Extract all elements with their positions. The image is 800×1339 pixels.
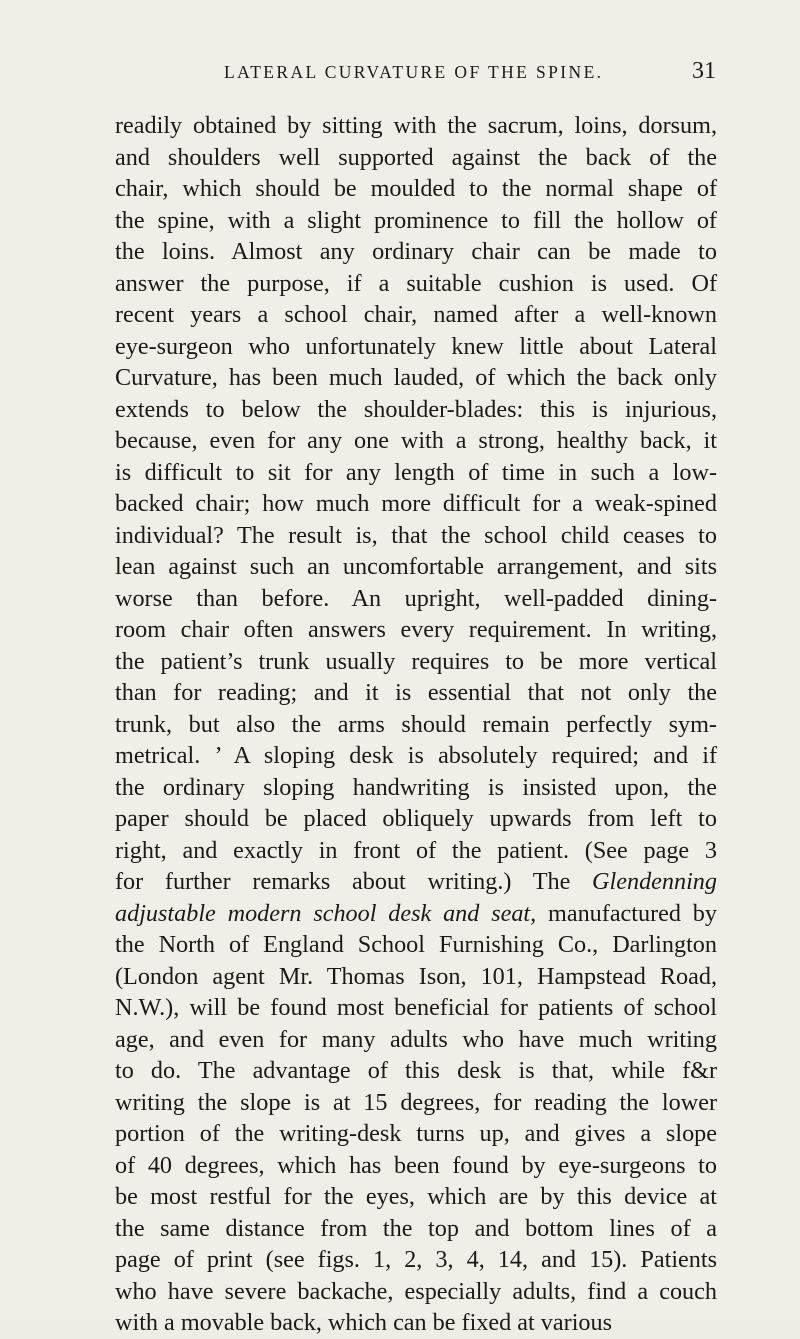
text-run: who have severe backache, especially adults, find a couch [115, 1277, 717, 1305]
text-run: extends to below the shoulder-blades: this is injurious, [115, 395, 717, 423]
text-line [115, 1118, 717, 1150]
text-line [115, 362, 717, 394]
text-line [115, 488, 717, 520]
text-run: lean against such an uncomfortable arrangement, and sits [115, 553, 717, 580]
text-line [115, 772, 717, 804]
text-run: (London agent Mr. Thomas Ison, 101, Hampstead Road, [115, 962, 717, 990]
text-line [115, 394, 717, 426]
running-head [116, 58, 800, 92]
running-title: LATERAL CURVATURE OF THE SPINE. [224, 62, 604, 82]
text-line [115, 1307, 717, 1339]
text-line [115, 835, 717, 867]
text-line [115, 803, 717, 835]
text-line [115, 1244, 717, 1276]
text-line [115, 614, 717, 646]
text-line [115, 1087, 717, 1119]
italic-text: Glendenning [592, 868, 717, 895]
text-run: room chair often answers every requirement. In writing, [115, 616, 717, 643]
text-line [115, 1276, 717, 1308]
text-line [115, 236, 717, 268]
text-line [115, 110, 717, 142]
text-run: age, and even for many adults who have much writing [115, 1025, 717, 1053]
text-line [115, 1024, 717, 1056]
text-line [115, 268, 717, 300]
text-line [115, 929, 717, 961]
text-line [115, 740, 717, 772]
text-run: page of print (see figs. 1, 2, 3, 4, 14, and 15). Patients [115, 1246, 717, 1273]
text-run: of 40 degrees, which has been found by eye-surgeons to [115, 1151, 717, 1179]
text-run: is difficult to sit for any length of time in such a low- [115, 458, 717, 486]
text-run: the ordinary sloping handwriting is insisted upon, the [115, 773, 717, 801]
text-line [115, 677, 717, 709]
text-line [115, 866, 717, 898]
text-run: because, even for any one with a strong, healthy back, it [115, 427, 717, 454]
text-line [115, 331, 717, 363]
text-run: metrical. ’ A sloping desk is absolutely required; and if [115, 742, 717, 769]
text-run: for further remarks about writing.) The [115, 868, 593, 895]
text-line [115, 1150, 717, 1182]
text-run: answer the purpose, if a suitable cushion is used. Of [115, 269, 717, 297]
text-line [115, 961, 717, 993]
text-run: the same distance from the top and bottom lines of a [115, 1214, 717, 1242]
text-run: than for reading; and it is essential that not only the [115, 679, 717, 706]
text-line [115, 898, 717, 930]
text-line [115, 173, 717, 205]
text-line [115, 646, 717, 678]
text-line [115, 425, 717, 457]
text-line [115, 457, 717, 489]
text-run: worse than before. An upright, well-padded dining- [115, 584, 717, 612]
text-run: eye-surgeon who unfortunately knew little about Lateral [115, 332, 717, 360]
text-run: writing the slope is at 15 degrees, for reading the lower [115, 1088, 717, 1116]
text-run: paper should be placed obliquely upwards from left to [115, 805, 717, 832]
text-run: chair, which should be moulded to the normal shape of [115, 175, 717, 202]
body-text [115, 110, 717, 1339]
text-run: and shoulders well supported against the back of the [115, 143, 717, 171]
text-line [115, 1181, 717, 1213]
text-run: recent years a school chair, named after a well-known [115, 301, 717, 328]
text-run: with a movable back, which can be fixed at various [115, 1309, 613, 1336]
text-run: Curvature, has been much lauded, of which the back only [115, 364, 717, 391]
text-line [115, 992, 717, 1024]
text-line [115, 551, 717, 583]
page-number: 31 [692, 58, 716, 84]
text-run: be most restful for the eyes, which are by this device at [115, 1183, 717, 1210]
text-line [115, 1055, 717, 1087]
italic-text: adjustable modern school desk and seat, [115, 899, 537, 927]
text-line [115, 1213, 717, 1245]
text-run: portion of the writing-desk turns up, and gives a slope [115, 1120, 717, 1147]
text-run: readily obtained by sitting with the sacrum, loins, dorsum, [115, 112, 717, 139]
text-line [115, 299, 717, 331]
text-run: the spine, with a slight prominence to fill the hollow of [115, 206, 717, 234]
text-line [115, 142, 717, 174]
text-run: N.W.), will be found most beneficial for patients of school [115, 994, 717, 1021]
text-run: the North of England School Furnishing Co., Darlington [115, 931, 717, 958]
text-run: trunk, but also the arms should remain perfectly sym- [115, 710, 717, 738]
text-line [115, 205, 717, 237]
text-run: to do. The advantage of this desk is that, while f&r [115, 1057, 717, 1084]
text-run: manufactured by [536, 899, 717, 927]
text-run: individual? The result is, that the school child ceases to [115, 521, 717, 549]
text-line [115, 520, 717, 552]
text-run: right, and exactly in front of the patient. (See page 3 [115, 836, 717, 864]
text-run: the loins. Almost any ordinary chair can be made to [115, 238, 717, 265]
text-run: the patient’s trunk usually requires to be more vertical [115, 647, 717, 675]
text-run: backed chair; how much more difficult for a weak-spined [115, 490, 717, 517]
text-line [115, 583, 717, 615]
text-line [115, 709, 717, 741]
